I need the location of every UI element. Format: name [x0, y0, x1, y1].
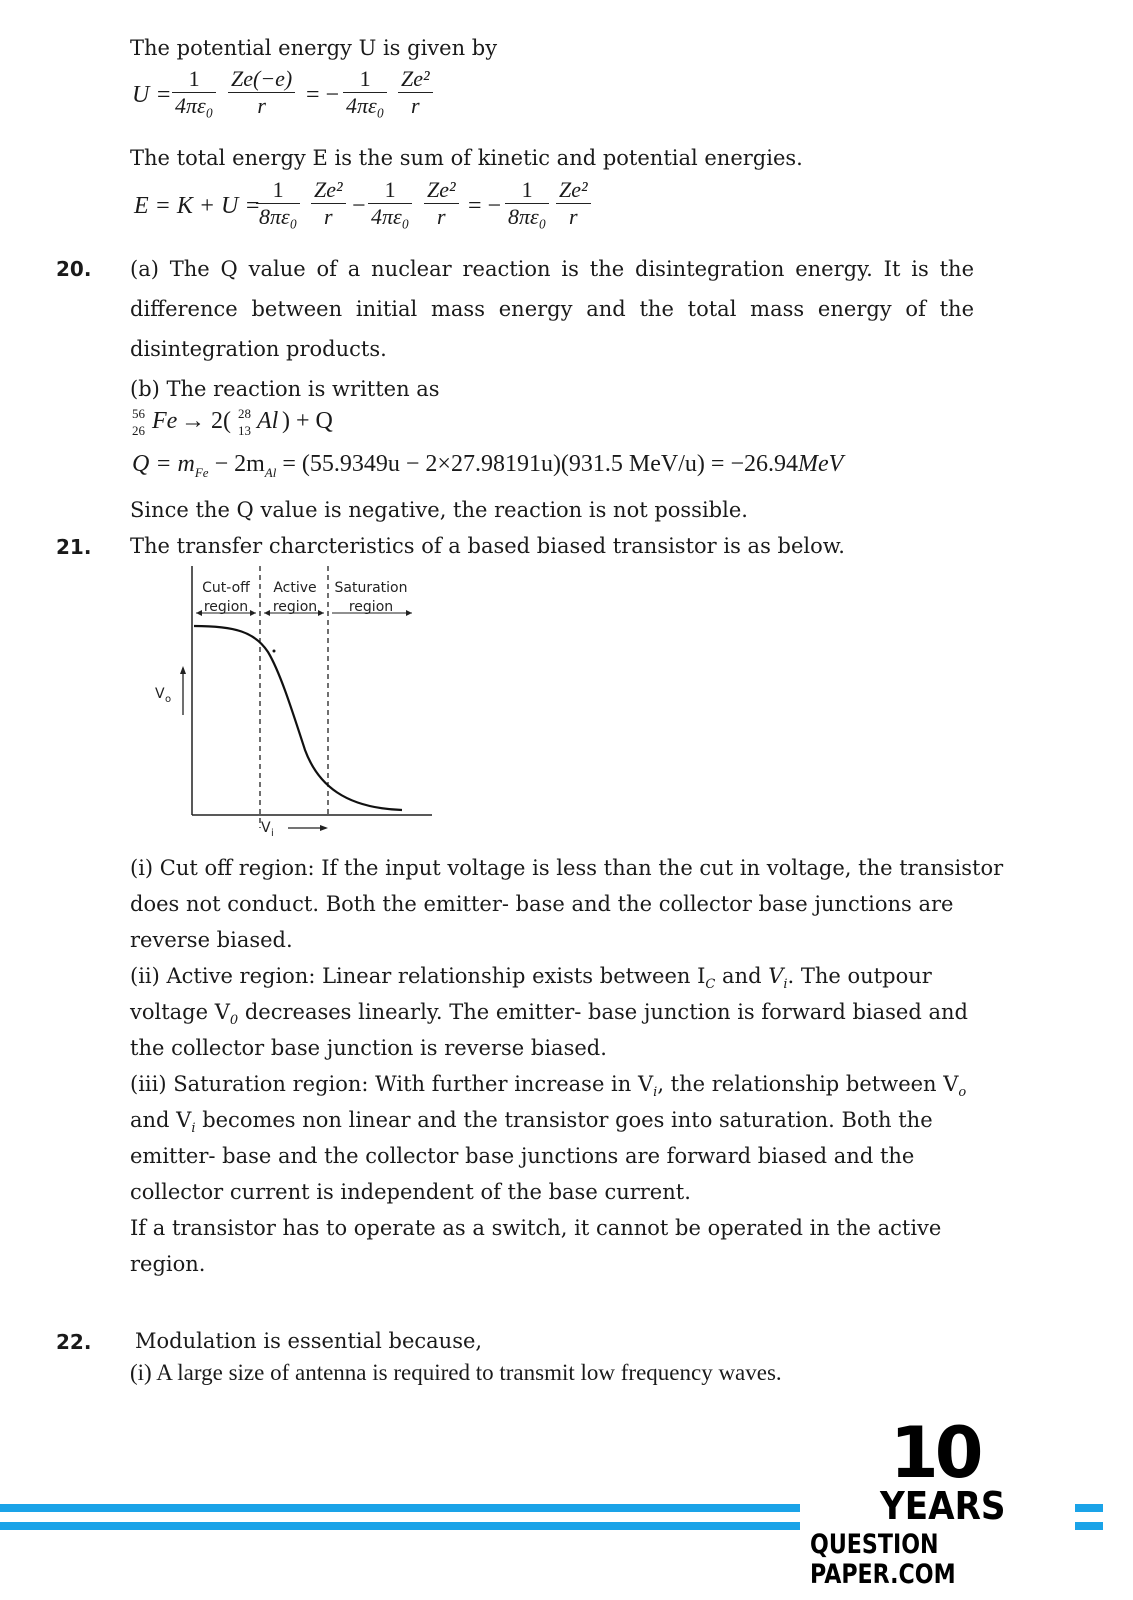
p3-line2-vi-sub: i — [191, 1121, 196, 1137]
eq-u-f2-den: r — [257, 93, 266, 118]
eq-e-frac1 — [256, 177, 300, 230]
p3-line2-start: and V — [130, 1108, 192, 1132]
cutoff-arrow-left — [196, 610, 202, 616]
vi-label-sub: i — [271, 828, 274, 839]
p3-line4: collector current is independent of the base current. — [130, 1180, 691, 1204]
reaction-tail: ) + Q — [282, 408, 333, 434]
total-energy-line: The total energy E is the sum of kinetic and potential energies. — [130, 146, 803, 170]
eq-u-lhs: U = — [132, 82, 172, 108]
p3-vo-sub: o — [958, 1085, 967, 1101]
p2-line3: the collector base junction is reverse biased. — [130, 1036, 607, 1060]
eq-e-f5-num: 1 — [505, 177, 549, 204]
eq-e-f6-num: Ze² — [556, 177, 591, 204]
footer-stripe-bottom — [0, 1522, 800, 1530]
eq-u-frac2 — [228, 66, 295, 119]
region-label-2-line1: Active — [273, 580, 317, 596]
eq-u-frac3 — [343, 66, 387, 119]
logo-site: QUESTION PAPER.COM — [810, 1529, 956, 1590]
p1-line1: (i) Cut off region: If the input voltage is less than the cut in voltage, the transistor — [130, 856, 1004, 880]
transfer-characteristics-graph — [140, 560, 450, 845]
p3-line1-start: (iii) Saturation region: With further increase in V — [130, 1072, 654, 1096]
eq-u-f3-den: 4πε₀ — [346, 93, 385, 118]
eq-e-f3-den: 4πε₀ — [371, 204, 410, 229]
p2-and: and — [715, 964, 769, 988]
eq-e-f5-den: 8πε₀ — [508, 204, 547, 229]
q-eq-unit: MeV — [797, 451, 844, 477]
active-arrow-left — [264, 610, 270, 616]
eq-e-op2: = − — [468, 193, 502, 219]
q20-b-line: (b) The reaction is written as — [130, 377, 440, 401]
q22-number: 22. — [56, 1330, 92, 1354]
eq-e-op1: − — [352, 193, 366, 219]
q-eq-sub-al: Al — [264, 464, 277, 480]
eq-u-f1-den: 4πε₀ — [175, 93, 214, 118]
p2-line2-start: voltage V — [130, 1000, 230, 1024]
eq-u-f1-num: 1 — [172, 66, 216, 93]
region-label-1-line2: region — [203, 599, 249, 615]
saturation-arrow-right — [406, 610, 412, 616]
p2-line1-start: (ii) Active region: Linear relationship exists between I — [130, 964, 706, 988]
q21-title: The transfer charcteristics of a based biased transistor is as below. — [130, 534, 845, 558]
p2-ic-sub: C — [705, 977, 716, 993]
eq-e-f2-num: Ze² — [311, 177, 346, 204]
region-label-3-line1: Saturation — [334, 580, 408, 596]
q-eq-mid: − 2m — [208, 451, 265, 477]
p3-line3: emitter- base and the collector base junctions are forward biased and the — [130, 1144, 915, 1168]
eq-e-f1-num: 1 — [256, 177, 300, 204]
q22-item1: (i) A large size of antenna is required to transmit low frequency waves. — [130, 1360, 782, 1385]
al-mass-number: 28 — [238, 406, 251, 421]
switch-line1: If a transistor has to operate as a switch, it cannot be operated in the active — [130, 1216, 942, 1240]
intro-line: The potential energy U is given by — [130, 36, 498, 60]
vo-label-sub: o — [165, 694, 172, 705]
fe-atomic-number: 26 — [132, 423, 145, 438]
active-arrow-right — [318, 610, 324, 616]
region-label-3-line2: region — [348, 599, 394, 615]
p1-line2: does not conduct. Both the emitter- base and the collector base junctions are — [130, 892, 954, 916]
p3-vi-sub: i — [653, 1085, 658, 1101]
eq-u-f4-num: Ze² — [398, 66, 433, 93]
eq-u-f4-den: r — [411, 93, 420, 118]
eq-e-f2-den: r — [324, 204, 333, 229]
logo-years: YEARS — [880, 1484, 1006, 1528]
eq-e-frac2 — [311, 177, 346, 230]
eq-u-f2-num: Ze(−e) — [228, 66, 295, 93]
eq-e-frac5 — [505, 177, 549, 230]
footer-stripe-right-bottom — [1075, 1522, 1103, 1530]
p2-vi-sub: i — [783, 977, 788, 993]
vi-arrow-head — [320, 825, 328, 831]
logo-ten: 10 — [890, 1412, 980, 1494]
al-symbol: Al — [257, 408, 279, 434]
eq-e-frac3 — [368, 177, 412, 230]
eq-e-f3-num: 1 — [368, 177, 412, 204]
eq-e-f1-den: 8πε₀ — [259, 204, 298, 229]
q20-number: 20. — [56, 257, 92, 281]
q-eq-rest: = (55.9349u − 2×27.98191u)(931.5 MeV/u) = −26.94 — [276, 451, 798, 477]
q21-number: 21. — [56, 535, 92, 559]
eq-u-frac4 — [398, 66, 433, 119]
fe-symbol: Fe — [152, 408, 178, 434]
eq-u-frac1 — [172, 66, 216, 119]
eq-e-lhs: E = K + U = — [134, 193, 261, 219]
q-value-equation — [132, 451, 843, 481]
cutoff-arrow-right — [250, 610, 256, 616]
fe-mass-number: 56 — [132, 406, 145, 421]
p2-line1-tail: . The outpour — [787, 964, 932, 988]
transfer-curve — [194, 626, 402, 810]
switch-line2: region. — [130, 1252, 206, 1276]
p1-line3: reverse biased. — [130, 928, 293, 952]
reaction-arrow: → 2( — [181, 408, 231, 434]
p2-vi: V — [768, 964, 784, 988]
vi-label: V — [261, 820, 271, 836]
vo-label: V — [155, 686, 165, 702]
eq-e-f4-den: r — [437, 204, 446, 229]
eq-u-mid: = − — [306, 82, 340, 108]
q20-a-line2: difference between initial mass energy and the total mass energy of the — [130, 297, 974, 321]
q20-a-line3: disintegration products. — [130, 337, 387, 361]
eq-e-frac4 — [424, 177, 459, 230]
eq-e-f6-den: r — [569, 204, 578, 229]
p3-line1-mid: , the relationship between V — [657, 1072, 959, 1096]
q22-title: Modulation is essential because, — [135, 1329, 483, 1353]
q-eq-sub-fe: Fe — [194, 464, 209, 480]
footer-stripe-right-top — [1075, 1504, 1103, 1512]
q-eq-start: Q = m — [132, 451, 195, 477]
eq-u-f3-num: 1 — [343, 66, 387, 93]
region-label-1-line1: Cut-off — [202, 580, 250, 596]
eq-e-f4-num: Ze² — [424, 177, 459, 204]
eq-e-frac6 — [556, 177, 591, 230]
p2-v0-sub: 0 — [229, 1013, 239, 1029]
vo-arrow-head — [180, 666, 186, 674]
region-label-2-line2: region — [272, 599, 318, 615]
curve-dot — [273, 650, 276, 653]
p2-line2-tail: decreases linearly. The emitter- base junction is forward biased and — [238, 1000, 968, 1024]
footer-stripe-top — [0, 1504, 800, 1512]
q20-conclusion: Since the Q value is negative, the reaction is not possible. — [130, 498, 748, 522]
al-atomic-number: 13 — [238, 423, 251, 438]
p3-line2-tail: becomes non linear and the transistor goes into saturation. Both the — [195, 1108, 933, 1132]
q20-a-line1: (a) The Q value of a nuclear reaction is the disintegration energy. It is the — [130, 257, 974, 281]
